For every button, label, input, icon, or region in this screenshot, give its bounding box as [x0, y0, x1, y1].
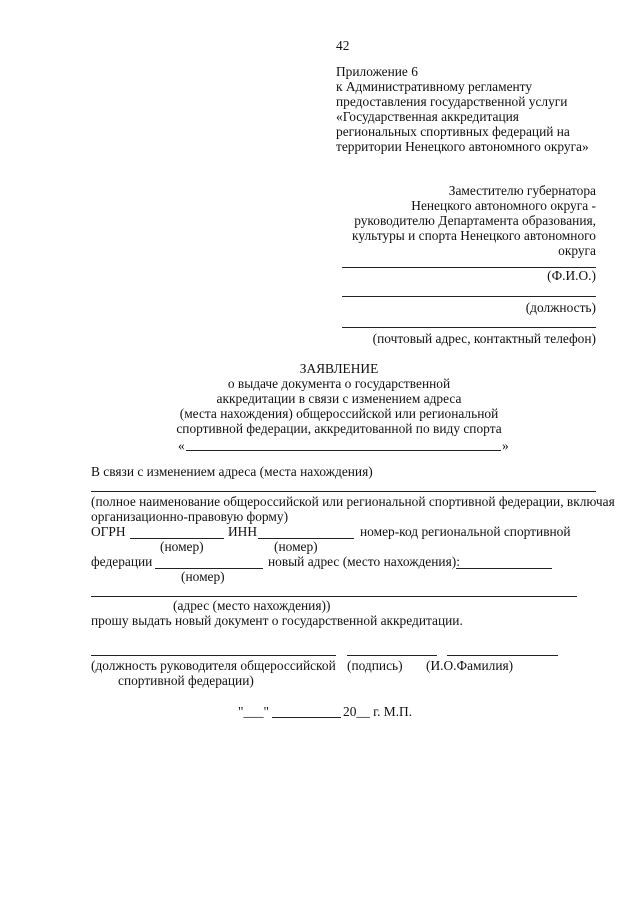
statement-subtitle: (места нахождения) общероссийской или региональной: [179, 406, 499, 421]
appendix-title: Приложение 6: [336, 64, 418, 79]
new-address-label: новый адрес (место нахождения):: [268, 554, 460, 569]
ogrn-label: ОГРН: [91, 524, 126, 539]
addressee-line: культуры и спорта Ненецкого автономного: [352, 228, 596, 243]
org-caption: организационно-правовую форму): [91, 509, 289, 524]
sport-field-line[interactable]: [186, 450, 501, 451]
signature-field-line[interactable]: [347, 655, 437, 656]
inn-label: ИНН: [228, 524, 258, 539]
number-caption: (номер): [274, 539, 318, 554]
appendix-line: предоставления государственной услуги: [336, 94, 568, 109]
addressee-line: Заместителю губернатора: [448, 183, 596, 198]
signer-name-caption: (И.О.Фамилия): [426, 658, 514, 673]
statement-subtitle: о выдаче документа о государственной: [227, 376, 451, 391]
statement-subtitle: аккредитации в связи с изменением адреса: [216, 391, 462, 406]
contacts-caption: (почтовый адрес, контактный телефон): [372, 331, 596, 346]
quote-open: «: [178, 438, 185, 453]
number-caption: (номер): [160, 539, 204, 554]
intro-text: В связи с изменением адреса (места нахождения): [91, 464, 373, 479]
quote-close: »: [502, 438, 509, 453]
statement-subtitle: спортивной федерации, аккредитованной по виду спорта: [176, 421, 502, 436]
addressee-line: руководителю Департамента образования,: [354, 213, 596, 228]
new-address-field-line[interactable]: [456, 568, 552, 569]
date-day: "___": [238, 704, 270, 719]
appendix-line: региональных спортивных федераций на: [336, 124, 570, 139]
signer-position-caption: (должность руководителя общероссийской: [91, 658, 336, 673]
appendix-line: территории Ненецкого автономного округа»: [336, 139, 589, 154]
request-text: прошу выдать новый документ о государственной аккредитации.: [91, 613, 463, 628]
contacts-field-line[interactable]: [342, 327, 596, 328]
statement-title: ЗАЯВЛЕНИЕ: [299, 361, 379, 376]
signer-position-field-line[interactable]: [91, 655, 336, 656]
position-field-line[interactable]: [342, 296, 596, 297]
number-caption: (номер): [181, 569, 225, 584]
signature-caption: (подпись): [347, 658, 403, 673]
address-field-line[interactable]: [91, 596, 577, 597]
fio-caption: (Ф.И.О.): [547, 268, 596, 283]
date-month-field-line[interactable]: [272, 717, 341, 718]
date-year-label: 20__ г. М.П.: [343, 704, 413, 719]
org-name-field-line[interactable]: [91, 491, 596, 492]
appendix-line: «Государственная аккредитация: [336, 109, 519, 124]
address-caption: (адрес (место нахождения)): [173, 598, 331, 613]
org-caption: (полное наименование общероссийской или региональной спортивной федерации, включая: [91, 494, 615, 509]
addressee-line: Ненецкого автономного округа -: [411, 198, 596, 213]
appendix-line: к Административному регламенту: [336, 79, 533, 94]
signer-name-field-line[interactable]: [447, 655, 558, 656]
regcode-label: номер-код региональной спортивной: [360, 524, 571, 539]
position-caption: (должность): [525, 300, 596, 315]
addressee-line: округа: [558, 243, 596, 258]
page-number: 42: [336, 38, 350, 53]
federation-label: федерации: [91, 554, 153, 569]
signer-position-caption: спортивной федерации): [118, 673, 254, 688]
